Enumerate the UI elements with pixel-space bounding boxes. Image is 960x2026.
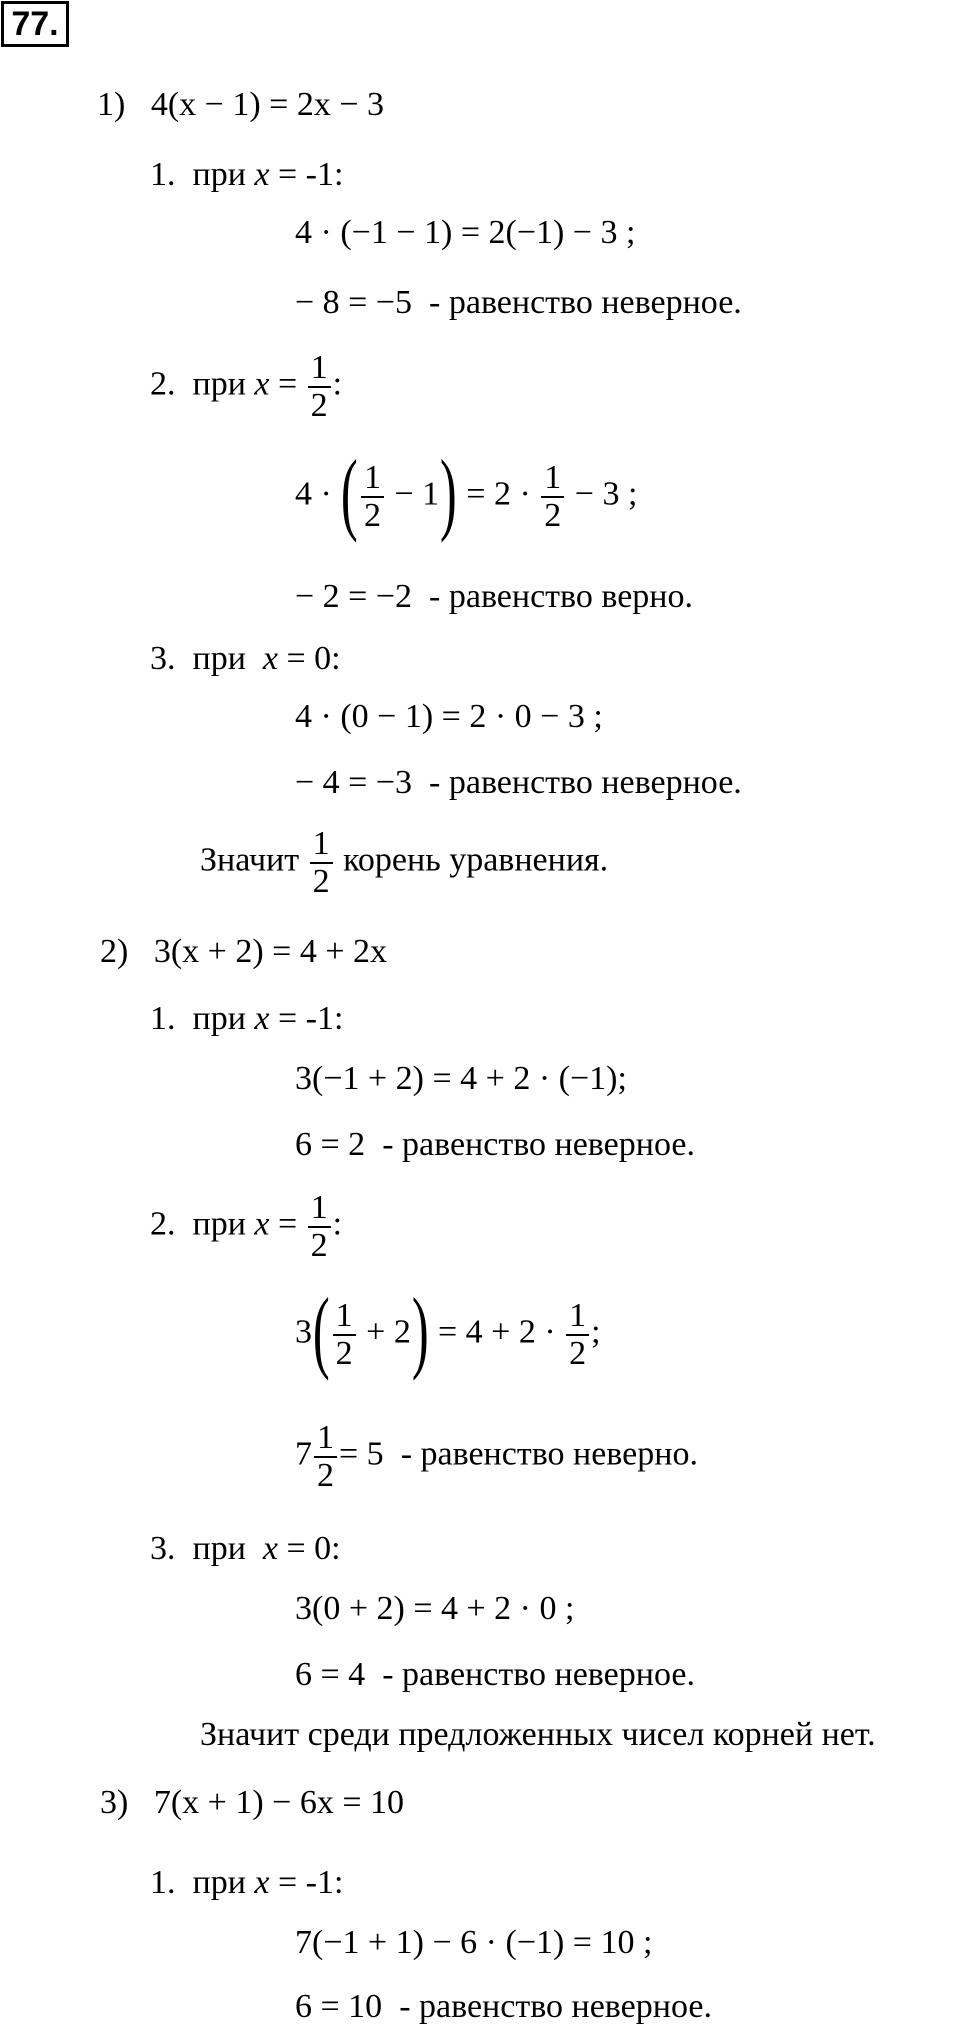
check-1-1: 1. при x = -1: bbox=[150, 156, 344, 193]
calc-2-2: 3( $\frac{1}{2}$ + 2) = 4 + 2 · $\frac{1}{2}$ ; bbox=[295, 1279, 601, 1381]
calc-2-1: 3(−1 + 2) = 4 + 2 · (−1); bbox=[295, 1060, 627, 1097]
check-3-1: 1. при x = -1: bbox=[150, 1864, 344, 1901]
conclusion-2: Значит среди предложенных чисел корней нет. bbox=[200, 1716, 876, 1753]
check-2-3: 3. при x = 0: bbox=[150, 1530, 341, 1567]
result-2-1: 6 = 2 - равенство неверное. bbox=[295, 1126, 695, 1163]
conclusion-1: Значит $\frac{1}{2}$ корень уравнения. bbox=[200, 825, 609, 900]
result-1-3: − 4 = −3 - равенство неверное. bbox=[295, 764, 742, 801]
part-1-heading bbox=[97, 88, 384, 122]
equation: 3(x + 2) = 4 + 2x bbox=[153, 933, 387, 970]
part-label: 1) bbox=[97, 86, 126, 123]
equation: 4(x − 1) = 2x − 3 bbox=[150, 86, 384, 123]
result-1-1: − 8 = −5 - равенство неверное. bbox=[295, 284, 742, 321]
calc-1-1: 4 · (−1 − 1) = 2(−1) − 3 ; bbox=[295, 214, 636, 251]
problem-number: 77. bbox=[1, 1, 69, 47]
result-2-3: 6 = 4 - равенство неверное. bbox=[295, 1656, 695, 1693]
part-label: 2) bbox=[100, 933, 129, 970]
part-3-heading bbox=[100, 1786, 404, 1820]
check-1-2: 2. при x = $\frac{1}{2}$ : bbox=[150, 349, 343, 424]
check-2-2: 2. при x = $\frac{1}{2}$ : bbox=[150, 1189, 343, 1264]
part-2-heading bbox=[100, 935, 387, 969]
result-3-1: 6 = 10 - равенство неверное. bbox=[295, 1988, 712, 2025]
result-1-2: − 2 = −2 - равенство верно. bbox=[295, 578, 693, 615]
check-2-1: 1. при x = -1: bbox=[150, 1000, 344, 1037]
calc-2-3: 3(0 + 2) = 4 + 2 · 0 ; bbox=[295, 1590, 575, 1627]
calc-3-1: 7(−1 + 1) − 6 · (−1) = 10 ; bbox=[295, 1924, 653, 1961]
equation: 7(x + 1) − 6x = 10 bbox=[153, 1784, 404, 1821]
calc-1-3: 4 · (0 − 1) = 2 · 0 − 3 ; bbox=[295, 698, 603, 735]
calc-1-2: 4 · ( $\frac{1}{2}$ − 1) = 2 · $\frac{1}{2}$ − 3 ; bbox=[295, 441, 638, 543]
part-label: 3) bbox=[100, 1784, 129, 1821]
check-1-3: 3. при x = 0: bbox=[150, 640, 341, 677]
result-2-2: 7 $\frac{1}{2}$ = 5 - равенство неверно. bbox=[295, 1419, 698, 1494]
